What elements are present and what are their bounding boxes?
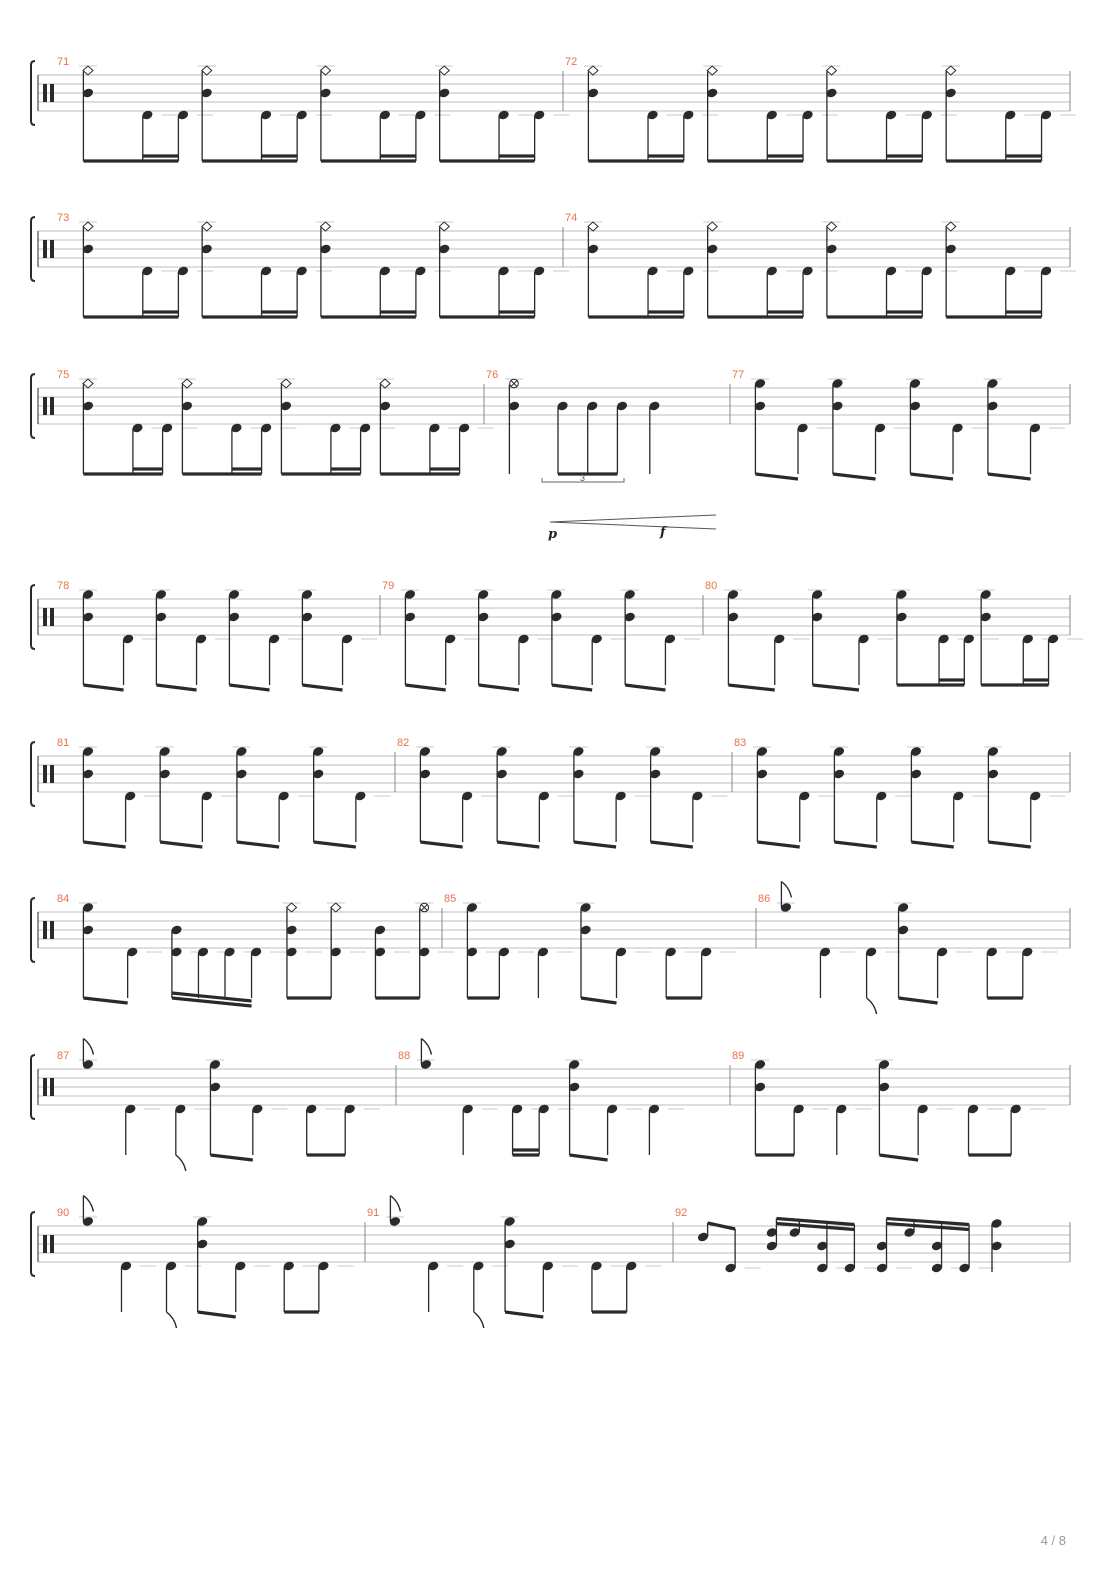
percussion-clef [43,84,47,102]
beam [198,1312,236,1317]
system-bracket [31,1212,35,1276]
system-bracket [31,61,35,125]
beam [420,842,462,847]
note-flag [167,1312,177,1328]
notehead-open-hihat [83,379,93,388]
beam [755,474,798,479]
percussion-clef [50,608,54,626]
note-flag [83,1196,93,1212]
note-flag [781,882,791,898]
crescendo-hairpin [550,515,716,529]
notehead-open-hihat [439,222,449,231]
percussion-clef [43,765,47,783]
note-flag [176,1155,186,1171]
beam [83,998,127,1003]
beam [505,1312,543,1317]
notehead-open-hihat [281,379,291,388]
notehead-open-hihat [321,222,331,231]
beam [879,1155,918,1160]
note-flag [474,1312,484,1328]
beam [570,1155,608,1160]
staff-system [31,1196,1070,1329]
notehead-open-hihat [202,222,212,231]
measure-number: 86 [758,893,771,905]
system-bracket [31,374,35,438]
beam [160,842,202,847]
notehead-open-hihat [827,222,837,231]
staff-system [31,56,1076,161]
beam [757,842,799,847]
measure-number: 88 [398,1050,411,1062]
beam [229,685,269,690]
dynamic-piano: p [548,527,558,542]
percussion-clef [43,608,47,626]
notehead-open-hihat [588,222,598,231]
measure-number: 71 [57,56,70,68]
measure-number: 80 [705,580,718,592]
beam-16th [225,998,252,1001]
measure-number: 74 [565,212,578,224]
beam [728,685,774,690]
measure-number: 75 [57,369,70,381]
measure-number: 76 [486,369,499,381]
percussion-clef [50,1078,54,1096]
measure-number: 77 [732,369,745,381]
beam [479,685,519,690]
system-bracket [31,217,35,281]
beam [581,998,617,1003]
beam [302,685,342,690]
beam [834,842,876,847]
notehead-open-hihat [182,379,192,388]
beam [314,842,356,847]
beam [813,685,859,690]
staff-system [31,737,1070,847]
system-bracket [31,585,35,649]
dynamic-forte: f [660,525,666,540]
percussion-clef [43,1078,47,1096]
measure [398,1039,684,1161]
note-flag [421,1039,431,1055]
beam [988,842,1030,847]
notehead-open-hihat [202,66,212,75]
measure [675,1207,1003,1274]
staff-system [31,369,1070,542]
measure-number: 72 [565,56,578,68]
page-number: 4 / 8 [1040,1533,1066,1548]
notehead-open-hihat [83,222,93,231]
percussion-clef [43,397,47,415]
system-bracket [31,742,35,806]
tuplet-number: 3 [580,473,586,483]
percussion-clef [50,765,54,783]
note-flag [867,998,877,1014]
beam [574,842,616,847]
measure-number: 84 [57,893,70,905]
notehead-open-hihat [439,66,449,75]
beam [833,474,876,479]
notehead-open-hihat [331,903,341,912]
notehead-open-hihat [827,66,837,75]
notehead-open-hihat [380,379,390,388]
measure [565,212,1076,317]
note-flag [390,1196,400,1212]
beam-16th [172,993,199,996]
percussion-clef [50,397,54,415]
beam [899,998,938,1003]
system-bracket [31,898,35,962]
measure [57,369,494,474]
percussion-clef [50,921,54,939]
beam [552,685,592,690]
notehead-open-hihat [707,66,717,75]
beam [83,842,125,847]
measure-number: 79 [382,580,395,592]
notehead-open-hihat [588,66,598,75]
measure-number: 89 [732,1050,745,1062]
percussion-clef [50,240,54,258]
measure [486,369,716,542]
notehead-open-hihat [83,66,93,75]
note-flag [83,1039,93,1055]
percussion-clef [50,1235,54,1253]
beam [497,842,539,847]
measure-number: 87 [57,1050,70,1062]
beam [405,685,445,690]
measure-number: 73 [57,212,70,224]
percussion-clef [43,921,47,939]
beam [83,685,123,690]
measure [57,893,457,1006]
beam [156,685,196,690]
measure-number: 91 [367,1207,380,1219]
measure-number: 82 [397,737,410,749]
measure-number: 78 [57,580,70,592]
beam [911,842,953,847]
measure-number: 92 [675,1207,688,1219]
measure [565,56,1076,161]
beam [210,1155,252,1160]
percussion-clef [43,240,47,258]
notehead-open-hihat [321,66,331,75]
staff-system [31,580,1083,690]
measure [57,212,569,317]
beam [988,474,1031,479]
beam [651,842,693,847]
beam [625,685,665,690]
staff-system [31,212,1076,317]
measure-number: 85 [444,893,457,905]
notehead-open-hihat [707,222,717,231]
measure-number: 81 [57,737,70,749]
beam [237,842,279,847]
measure-number: 83 [734,737,747,749]
percussion-clef [43,1235,47,1253]
staff-system [31,1039,1070,1172]
measure [57,56,569,161]
notehead-open-hihat [946,66,956,75]
percussion-clef [50,84,54,102]
staff-system [31,882,1070,1015]
system-bracket [31,1055,35,1119]
beam-16th [198,996,225,999]
notehead-open-hihat [287,903,297,912]
measure-number: 90 [57,1207,70,1219]
beam [910,474,953,479]
notehead-open-hihat [946,222,956,231]
